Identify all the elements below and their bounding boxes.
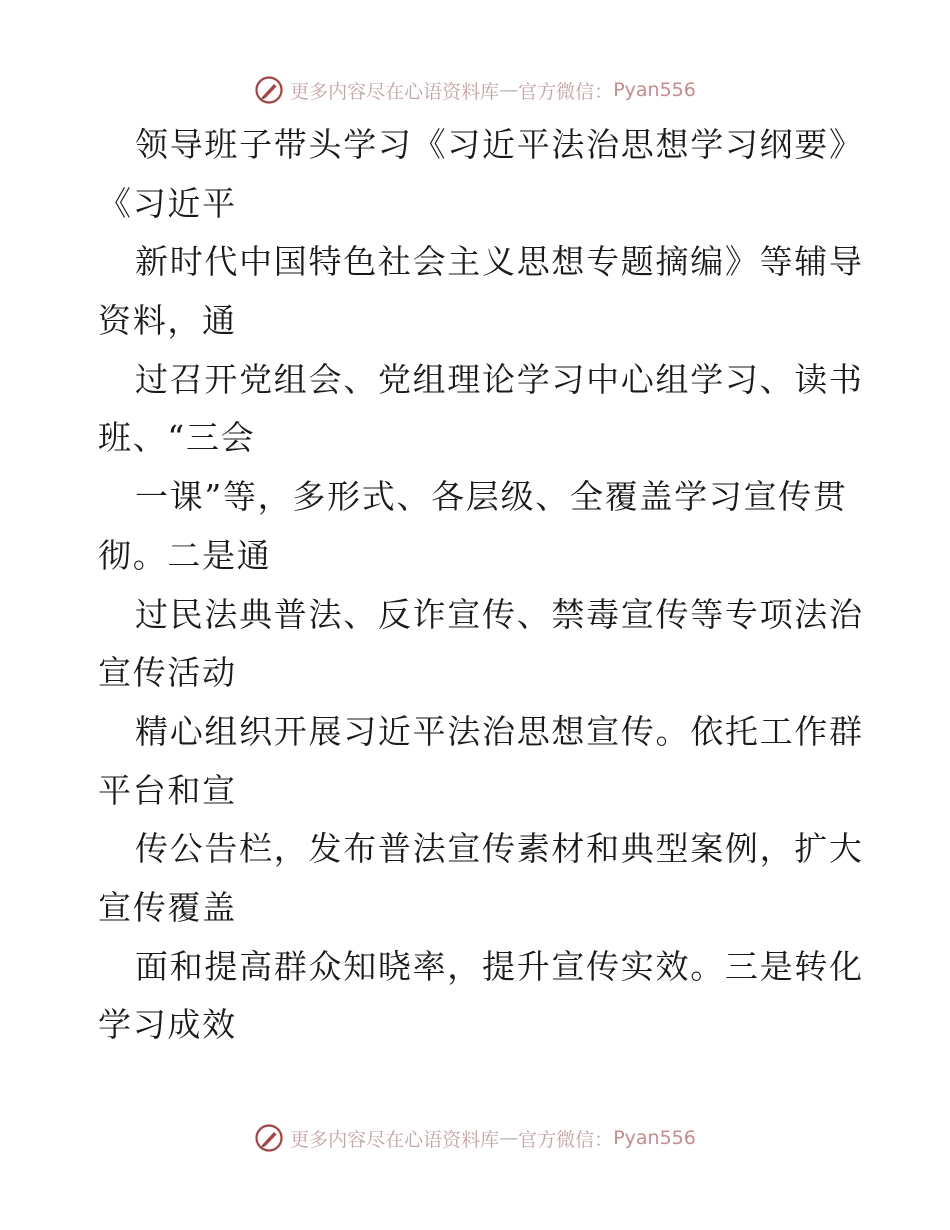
- body-line: 过民法典普法、反诈宣传、禁毒宣传等专项法治: [135, 594, 864, 634]
- body-line: 彻。二是通: [98, 535, 272, 575]
- document-body: [98, 116, 864, 1055]
- watermark-separator: —: [499, 1127, 519, 1149]
- body-line: 资料，通: [98, 301, 237, 341]
- body-line: 《习近平: [98, 183, 237, 223]
- body-line: 一课”等，多形式、各层级、全覆盖学习宣传贯: [135, 477, 848, 517]
- watermark-label: 官方微信：: [518, 1128, 614, 1151]
- watermark-wechat-id: Pyan556: [613, 79, 696, 101]
- pen-logo-icon: [254, 75, 284, 105]
- body-line: 宣传覆盖: [98, 887, 237, 927]
- body-line: 过召开党组会、党组理论学习中心组学习、读书: [135, 359, 864, 399]
- body-line: 传公告栏，发布普法宣传素材和典型案例，扩大: [135, 829, 864, 869]
- watermark-label: 官方微信：: [518, 80, 614, 103]
- pen-logo-icon: [254, 1123, 284, 1153]
- header-watermark: [0, 70, 950, 110]
- footer-watermark: [0, 1118, 950, 1158]
- watermark-separator: —: [499, 79, 519, 101]
- body-line: 精心组织开展习近平法治思想宣传。依托工作群: [135, 711, 864, 751]
- body-line: 新时代中国特色社会主义思想专题摘编》等辅导: [135, 242, 864, 282]
- body-line: 学习成效: [98, 1005, 237, 1045]
- watermark-wechat-id: Pyan556: [613, 1127, 696, 1149]
- body-line: 平台和宣: [98, 770, 237, 810]
- body-line: 班、“三会: [98, 418, 256, 458]
- body-line: 宣传活动: [98, 653, 237, 693]
- watermark-prefix: 更多内容尽在心语资料库: [290, 1128, 500, 1151]
- body-line: 面和提高群众知晓率，提升宣传实效。三是转化: [135, 946, 864, 986]
- body-line: 领导班子带头学习《习近平法治思想学习纲要》: [135, 125, 864, 164]
- watermark-prefix: 更多内容尽在心语资料库: [290, 80, 500, 103]
